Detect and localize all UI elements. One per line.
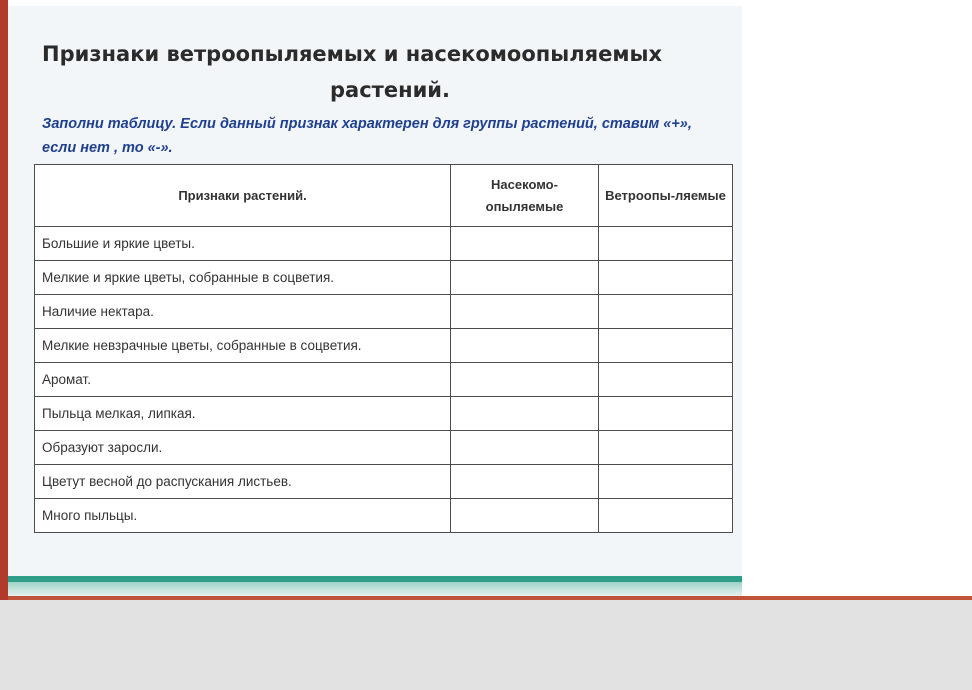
wind-answer-cell[interactable] <box>599 261 733 295</box>
trait-cell: Аромат. <box>35 363 451 397</box>
table-row <box>35 465 733 499</box>
wind-answer-cell[interactable] <box>599 329 733 363</box>
trait-cell: Пыльца мелкая, липкая. <box>35 397 451 431</box>
insect-answer-cell[interactable] <box>451 499 599 533</box>
trait-cell: Много пыльцы. <box>35 499 451 533</box>
trait-cell: Мелкие невзрачные цветы, собранные в соцветия. <box>35 329 451 363</box>
trait-cell: Образуют заросли. <box>35 431 451 465</box>
slide-title <box>42 36 742 108</box>
wind-answer-cell[interactable] <box>599 431 733 465</box>
trait-cell: Большие и яркие цветы. <box>35 227 451 261</box>
table-header-row <box>35 165 733 227</box>
wind-answer-cell[interactable] <box>599 397 733 431</box>
insect-answer-cell[interactable] <box>451 363 599 397</box>
table-row <box>35 397 733 431</box>
instruction-text: Заполни таблицу. Если данный признак характерен для группы растений, ставим «+», если нет , то «-». <box>42 116 692 156</box>
header-wind-pollinated: Ветроопы-ляемые <box>599 165 733 227</box>
insect-answer-cell[interactable] <box>451 329 599 363</box>
wind-answer-cell[interactable] <box>599 227 733 261</box>
wind-answer-cell[interactable] <box>599 499 733 533</box>
table-row <box>35 431 733 465</box>
slide-title-line-1: Признаки ветроопыляемых и насекомоопыляемых <box>42 42 663 66</box>
header-traits: Признаки растений. <box>35 165 451 227</box>
insect-answer-cell[interactable] <box>451 397 599 431</box>
insect-answer-cell[interactable] <box>451 431 599 465</box>
table-row <box>35 227 733 261</box>
trait-cell: Мелкие и яркие цветы, собранные в соцветия. <box>35 261 451 295</box>
presentation-slide <box>8 6 742 596</box>
wind-answer-cell[interactable] <box>599 465 733 499</box>
trait-cell: Цветут весной до распускания листьев. <box>35 465 451 499</box>
slide-title-line-2: растений. <box>330 78 450 102</box>
slide-footer-band <box>8 582 742 596</box>
insect-answer-cell[interactable] <box>451 465 599 499</box>
header-insect-pollinated: Насекомо-опыляемые <box>451 165 599 227</box>
traits-table <box>34 164 733 533</box>
insect-answer-cell[interactable] <box>451 227 599 261</box>
table-row <box>35 295 733 329</box>
wind-answer-cell[interactable] <box>599 295 733 329</box>
table-row <box>35 363 733 397</box>
table-row <box>35 499 733 533</box>
wind-answer-cell[interactable] <box>599 363 733 397</box>
table-row <box>35 261 733 295</box>
left-frame-edge <box>0 0 8 600</box>
insect-answer-cell[interactable] <box>451 261 599 295</box>
insect-answer-cell[interactable] <box>451 295 599 329</box>
table-row <box>35 329 733 363</box>
trait-cell: Наличие нектара. <box>35 295 451 329</box>
